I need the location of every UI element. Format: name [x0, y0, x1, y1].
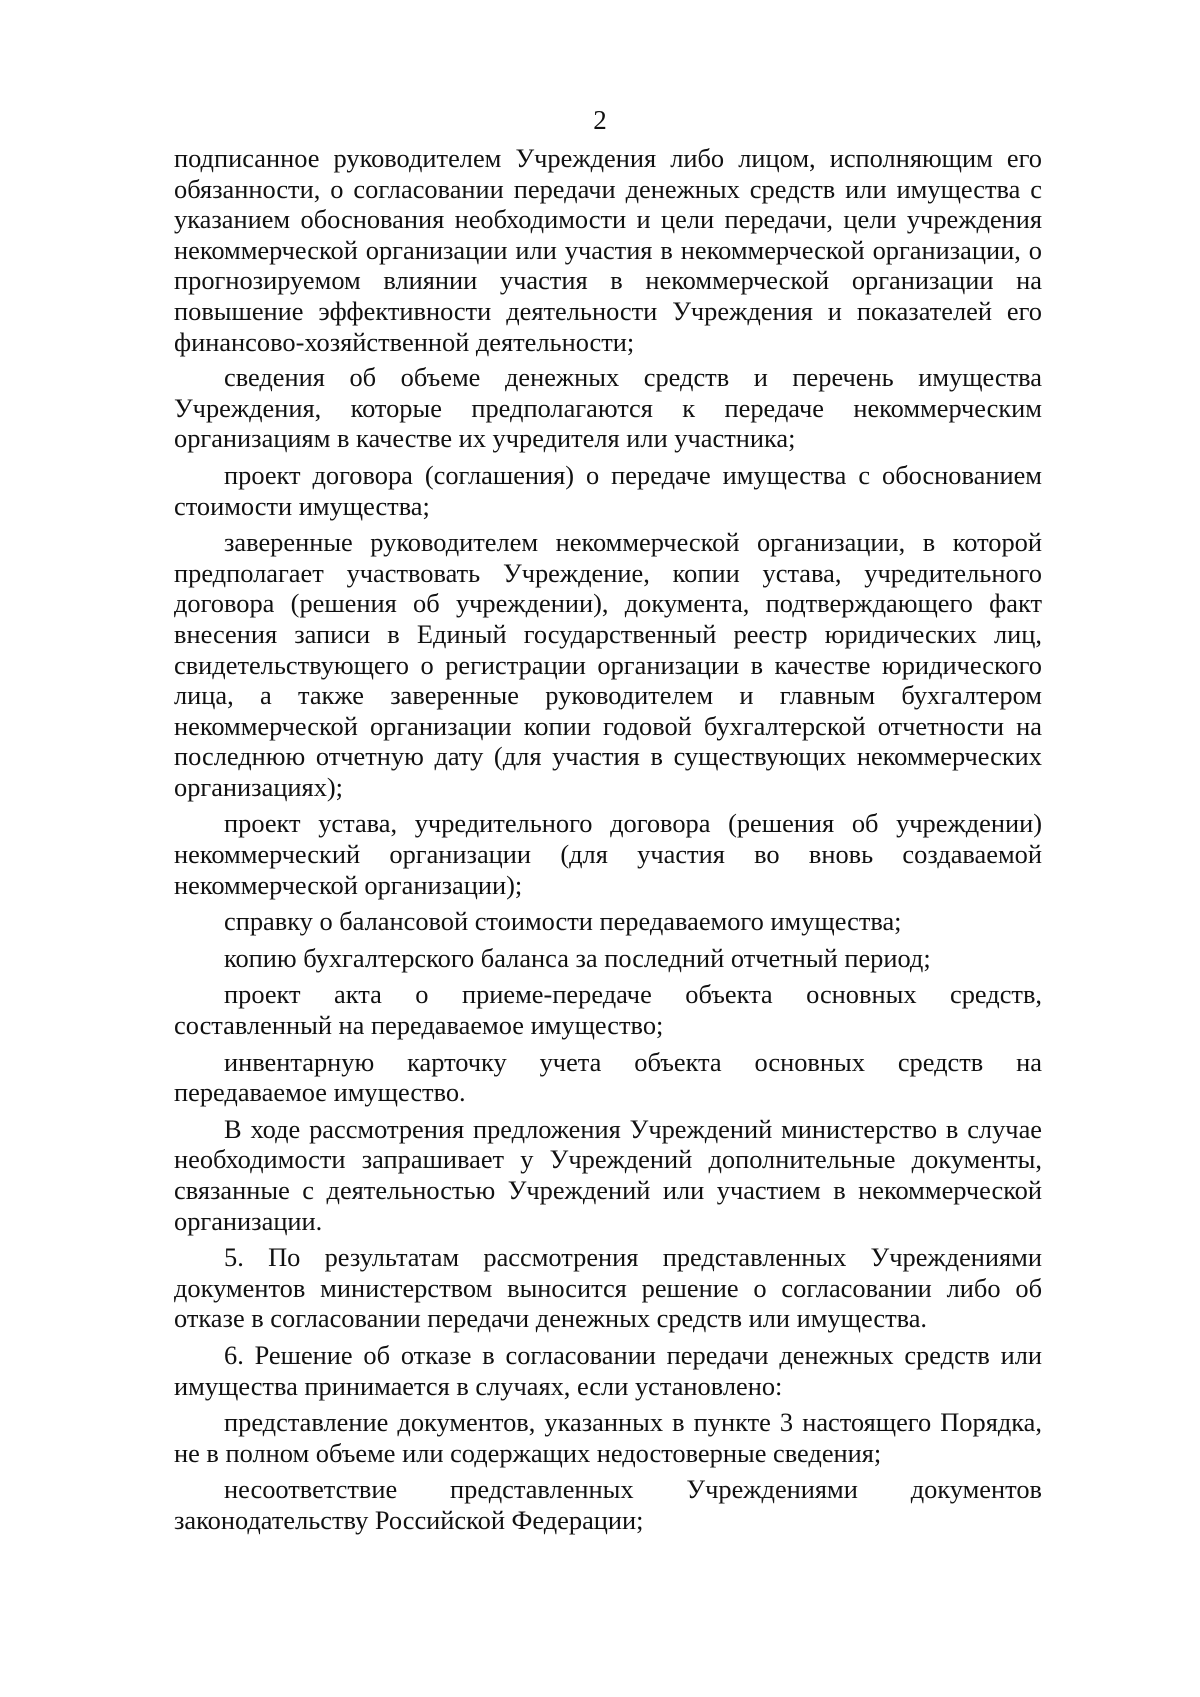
- paragraph-balance-sheet-copy: копию бухгалтерского баланса за последний отчетный период;: [224, 942, 931, 973]
- paragraph-noncompliance-law: несоответствие представленных Учреждениями документов законодательству Российской Федерации;: [174, 1474, 1042, 1535]
- document-body: [174, 143, 1042, 1542]
- paragraph-incomplete-documents: представление документов, указанных в пункте 3 настоящего Порядка, не в полном объеме или содержащих недостоверные сведения;: [174, 1407, 1042, 1468]
- paragraph-inventory-card: инвентарную карточку учета объекта основных средств на передаваемое имущество.: [174, 1046, 1042, 1108]
- paragraph-draft-agreement: проект договора (соглашения) о передаче имущества с обоснованием стоимости имущества;: [174, 459, 1042, 521]
- paragraph-draft-charter: проект устава, учредительного договора (решения об учреждении) некоммерческий организации (для участия во вновь создаваемой некоммерческой организации);: [174, 808, 1042, 900]
- paragraph-additional-documents: В ходе рассмотрения предложения Учреждений министерство в случае необходимости запрашивает у Учреждений дополнительные документы, связанные с деятельностью Учреждений или участием в некоммерческой организации.: [174, 1113, 1042, 1236]
- paragraph-funds-property-info: сведения об объеме денежных средств и перечень имущества Учреждения, которые предполагаются к передаче некоммерческим организациям в качестве их учредителя или участника;: [174, 362, 1042, 454]
- paragraph-certified-copies: заверенные руководителем некоммерческой организации, в которой предполагает участвовать Учреждение, копии устава, учредительного договора (решения об учреждении), документа, подтверждающего факт внесения записи в Единый государственный реестр юридических лиц, свидетельствующего о регистрации организации в качестве юридического лица, а также заверенные руководителем и главным бухгалтером некоммерческой организации копии годовой бухгалтерской отчетности на последнюю отчетную дату (для участия в существующих некоммерческих организациях);: [174, 527, 1042, 802]
- paragraph-continuation-application: подписанное руководителем Учреждения либо лицом, исполняющим его обязанности, о согласовании передачи денежных средств или имущества с указанием обоснования необходимости и цели передачи, цели учреждения некоммерческой организации или участия в некоммерческой организации, о прогнозируемом влиянии участия в некоммерческой организации на повышение эффективности деятельности Учреждения и показателей его финансово-хозяйственной деятельности;: [174, 143, 1042, 357]
- page-number: 2: [593, 105, 607, 135]
- paragraph-transfer-act-draft: проект акта о приеме-передаче объекта основных средств, составленный на передаваемое имущество;: [174, 979, 1042, 1041]
- paragraph-item-6-refusal: 6. Решение об отказе в согласовании передачи денежных средств или имущества принимается в случаях, если установлено:: [174, 1339, 1042, 1401]
- paragraph-item-5-decision: 5. По результатам рассмотрения представленных Учреждениями документов министерством выносится решение о согласовании либо об отказе в согласовании передачи денежных средств или имущества.: [174, 1242, 1042, 1334]
- paragraph-balance-value-certificate: справку о балансовой стоимости передаваемого имущества;: [224, 906, 902, 937]
